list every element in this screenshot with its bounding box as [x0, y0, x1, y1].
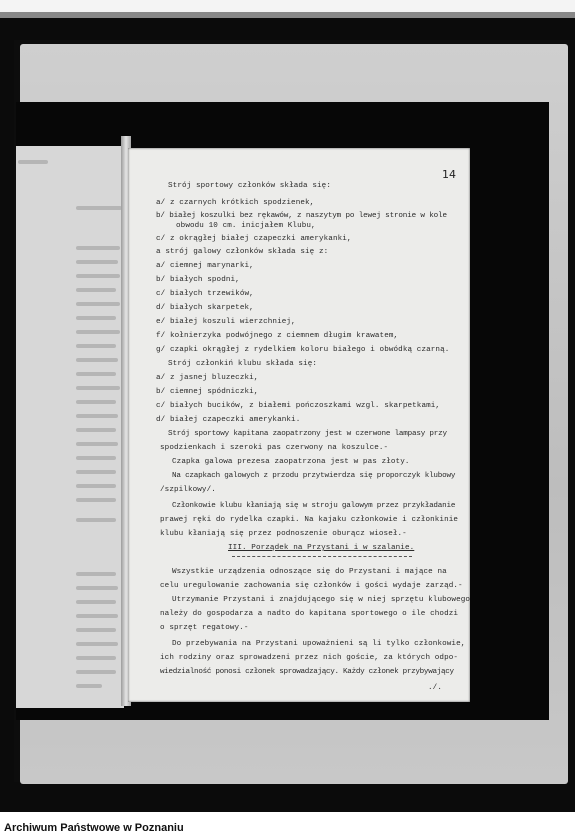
top-bar-shadow — [0, 12, 575, 18]
text-line: wiedzialność ponosi członek sprowadzający. Każdy członek przybywający — [160, 668, 454, 676]
text-line: c/ białych trzewików, — [156, 290, 254, 298]
text-line: Utrzymanie Przystani i znajdującego się w niej sprzętu klubowego — [172, 596, 471, 604]
text-line: b/ białej koszulki bez rękawów, z naszytym po lewej stronie w kole — [156, 212, 447, 220]
text-line: /szpilkowy/. — [160, 486, 216, 494]
text-line: a/ z czarnych krótkich spodzienek, — [156, 199, 315, 207]
text-line: Do przebywania na Przystani upoważnieni są li tylko członkowie, — [172, 640, 466, 648]
text-line: a/ z jasnej bluzeczki, — [156, 374, 259, 382]
text-line: b/ ciemnej spódniczki, — [156, 388, 259, 396]
text-line: Wszystkie urządzenia odnoszące się do Przystani i mające na — [172, 568, 447, 576]
text-line: Członkowie klubu kłaniają się w stroju galowym przez przykładanie — [172, 502, 456, 510]
section-heading: III. Porządek na Przystani i w szalanie. — [228, 544, 415, 552]
text-line: ich rodziny oraz sprowadzeni przez nich goście, za których odpo- — [160, 654, 459, 662]
heading-rule — [232, 556, 412, 557]
footer-bar — [0, 812, 575, 840]
page-number: 14 — [442, 168, 456, 181]
text-line: g/ czapki okrągłej z rydelkiem koloru białego i obwódką czarną. — [156, 346, 450, 354]
continuation-mark: ./. — [428, 684, 442, 692]
text-line: d/ białych skarpetek, — [156, 304, 254, 312]
text-line: c/ z okrągłej białej czapeczki amerykanki, — [156, 235, 352, 243]
text-line: Czapka galowa prezesa zaopatrzona jest w pas złoty. — [172, 458, 410, 466]
text-line: Strój sportowy członków składa się: — [168, 182, 331, 190]
top-bar — [0, 0, 575, 12]
text-line: prawej ręki do rydelka czapki. Na kajaku członkowie i członkinie — [160, 516, 459, 524]
text-line: spodzienkach i szeroki pas czerwony na koszulce.- — [160, 444, 389, 452]
text-line: należy do gospodarza a nadto do kapitana sportowego o ile chodzi — [160, 610, 459, 618]
text-line: celu uregulowanie zachowania się członków i gości wydaje zarząd.- — [160, 582, 463, 590]
text-line: e/ białej koszuli wierzchniej, — [156, 318, 296, 326]
text-line: d/ białej czapeczki amerykanki. — [156, 416, 301, 424]
text-line: o sprzęt regatowy.- — [160, 624, 249, 632]
text-line: c/ białych bucików, z białemi pończoszkami wzgl. skarpetkami, — [156, 402, 441, 410]
archive-name: Archiwum Państwowe w Poznaniu — [4, 822, 184, 834]
text-line: obwodu 10 cm. inicjałem Klubu, — [176, 222, 316, 230]
text-line: f/ kołnierzyka podwójnego z ciemnem długim krawatem, — [156, 332, 399, 340]
text-line: Na czapkach galowych z przodu przytwierdza się proporczyk klubowy — [172, 472, 456, 480]
text-line: Strój członkiń klubu składa się: — [168, 360, 318, 368]
text-line: klubu kłaniają się przez podnoszenie oburącz wioseł.- — [160, 530, 407, 538]
text-line: a strój galowy członków składa się z: — [156, 248, 329, 256]
document-page — [128, 148, 470, 702]
text-line: a/ ciemnej marynarki, — [156, 262, 254, 270]
text-line: Strój sportowy kapitana zaopatrzony jest w czerwone lampasy przy — [168, 430, 447, 438]
left-page — [16, 146, 124, 708]
text-line: b/ białych spodni, — [156, 276, 240, 284]
